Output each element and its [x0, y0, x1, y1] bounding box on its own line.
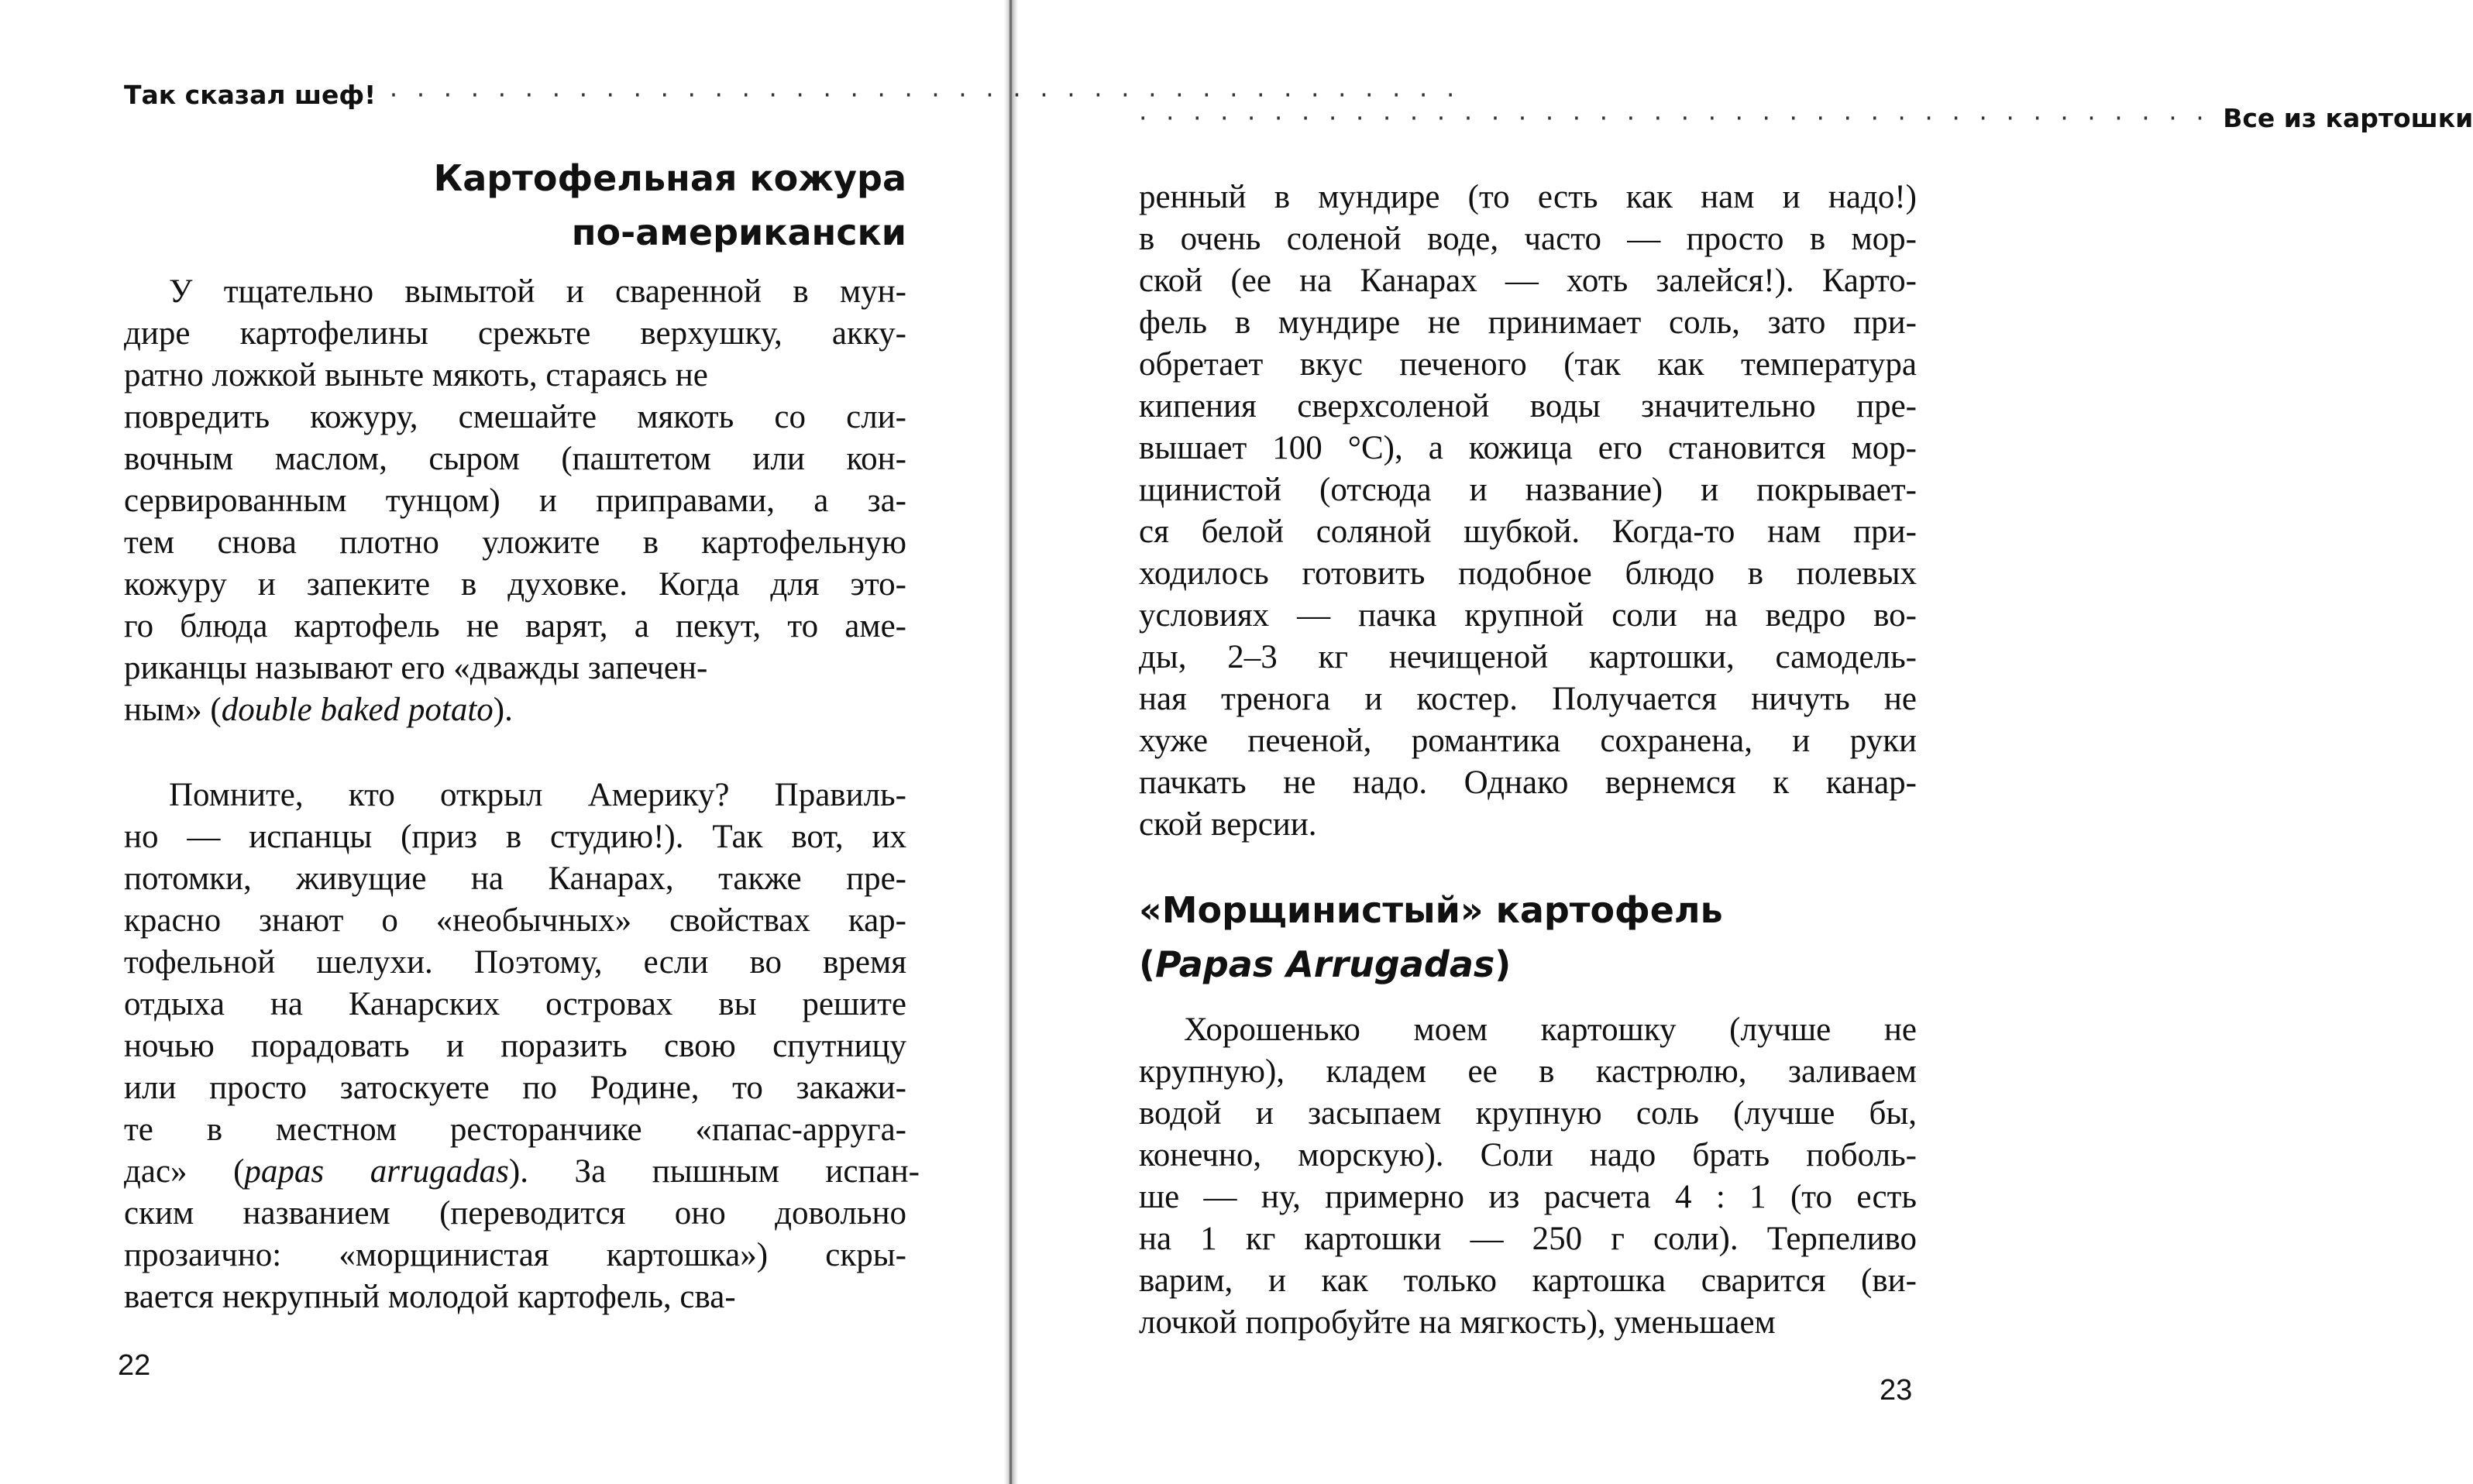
text-line: го блюда картофель не варят, а пекут, то аме- — [124, 608, 906, 644]
text-fragment: дас» ( — [124, 1153, 245, 1190]
italic-term: double baked potato — [221, 692, 494, 728]
running-head-leader-dots: · · · · · · · · · · · · · · · · · · · · · · · · · · · · · · · · · · · · · · · · — [1139, 103, 2224, 133]
text-line: щинистой (отсюда и название) и покрывает- — [1139, 472, 1917, 508]
text-line-mixed — [124, 1151, 920, 1193]
text-line: но — испанцы (приз в студию!). Так вот, их — [124, 819, 906, 855]
right-page — [1015, 0, 2473, 1484]
text-line: вается некрупный молодой картофель, сва- — [124, 1279, 736, 1315]
text-line: ским названием (переводится оно довольно — [124, 1195, 906, 1232]
text-line: дире картофелины срежьте верхушку, акку- — [124, 315, 906, 352]
right-recipe-heading — [1139, 883, 1921, 991]
left-heading-line-2: по-американски — [571, 211, 906, 253]
text-line: Помните, кто открыл Америку? Правиль- — [169, 777, 906, 813]
text-line: У тщательно вымытой и сваренной в мун- — [169, 273, 906, 310]
text-line: кожуру и запеките в духовке. Когда для это- — [124, 566, 906, 603]
text-line: на 1 кг картошки — 250 г соли). Терпеливо — [1139, 1221, 1917, 1257]
right-heading-open-paren: ( — [1139, 943, 1156, 985]
text-line: риканцы называют его «дважды запечен- — [124, 650, 708, 686]
text-line: тофельной шелухи. Поэтому, если во время — [124, 944, 906, 981]
text-line: или просто затоскуете по Родине, то закажи- — [124, 1070, 906, 1106]
text-line: крупную), кладем ее в кастрюлю, заливаем — [1139, 1053, 1917, 1090]
text-line: прозаично: «морщинистая картошка») скры- — [124, 1237, 906, 1273]
text-line: пачкать не надо. Однако вернемся к канар- — [1139, 764, 1917, 801]
left-paragraph-1 — [124, 271, 906, 731]
text-line: Хорошенько моем картошку (лучше не — [1184, 1012, 1917, 1048]
right-running-head-title: Все из картошки — [2223, 103, 2473, 133]
text-line: ше — ну, примерно из расчета 4 : 1 (то есть — [1139, 1179, 1917, 1215]
right-paragraph-1 — [1139, 177, 1917, 846]
text-line: хуже печеной, романтика сохранена, и руки — [1139, 723, 1917, 759]
text-line: водой и засыпаем крупную соль (лучше бы, — [1139, 1095, 1917, 1132]
left-page-number: 22 — [118, 1349, 151, 1382]
text-line: фель в мундире не принимает соль, зато при- — [1139, 304, 1917, 341]
left-running-head — [124, 76, 1460, 115]
right-running-head — [1139, 99, 2473, 138]
left-heading-line-1: Картофельная кожура — [433, 157, 906, 199]
right-heading-italic-subtitle: Papas Arrugadas — [1155, 943, 1495, 985]
text-line: кипения сверхсоленой воды значительно пре- — [1139, 388, 1917, 424]
text-line: ся белой соляной шубкой. Когда-то нам при- — [1139, 514, 1917, 550]
text-line: ратно ложкой выньте мякоть, стараясь не — [124, 357, 708, 393]
left-paragraph-2 — [124, 775, 920, 1318]
text-line: отдыха на Канарских островах вы решите — [124, 986, 906, 1022]
running-head-leader-dots: · · · · · · · · · · · · · · · · · · · · · · · · · · · · · · · · · · · · · · · · — [376, 80, 1460, 110]
text-line: сервированным тунцом) и приправами, а за- — [124, 483, 906, 519]
text-fragment: ). За пышным испан- — [508, 1153, 920, 1190]
left-running-head-title: Так сказал шеф! — [124, 80, 377, 110]
right-heading-line-1: «Морщинистый» картофель — [1139, 889, 1723, 931]
text-line: ходилось готовить подобное блюдо в полевых — [1139, 555, 1917, 592]
right-paragraph-2 — [1139, 1009, 1917, 1344]
text-line: вышает 100 °С), а кожица его становится мор- — [1139, 430, 1917, 466]
text-line: ды, 2–3 кг нечищеной картошки, самодель- — [1139, 639, 1917, 675]
left-recipe-heading — [124, 151, 906, 259]
text-line-last — [124, 689, 906, 731]
text-line: ная тренога и костер. Получается ничуть не — [1139, 681, 1917, 717]
text-line: ской (ее на Канарах — хоть залейся!). Карто- — [1139, 263, 1917, 299]
italic-term: papas arrugadas — [244, 1153, 509, 1190]
text-line: обретает вкус печеного (так как температура — [1139, 346, 1917, 383]
text-line: красно знают о «необычных» свойствах кар- — [124, 902, 906, 939]
text-line: условиях — пачка крупной соли на ведро во- — [1139, 597, 1917, 634]
text-line: повредить кожуру, смешайте мякоть со сли- — [124, 399, 906, 435]
text-line: вочным маслом, сыром (паштетом или кон- — [124, 441, 906, 477]
text-line: в очень соленой воде, часто — просто в мор- — [1139, 221, 1917, 257]
text-line: ночью порадовать и поразить свою спутницу — [124, 1028, 906, 1064]
text-line: ской версии. — [1139, 806, 1317, 843]
right-heading-close-paren: ) — [1494, 943, 1512, 985]
text-line: лочкой попробуйте на мягкость), уменьшаем — [1139, 1304, 1776, 1341]
text-line: те в местном ресторанчике «папас-арруга- — [124, 1111, 906, 1148]
text-fragment: ным» ( — [124, 692, 222, 728]
text-line: варим, и как только картошка сварится (ви- — [1139, 1262, 1917, 1299]
text-line: конечно, морскую). Соли надо брать поболь- — [1139, 1137, 1917, 1173]
text-line: тем снова плотно уложите в картофельную — [124, 524, 906, 561]
text-line: потомки, живущие на Канарах, также пре- — [124, 861, 906, 897]
book-gutter-fold — [1009, 0, 1012, 1484]
text-fragment: ). — [493, 692, 513, 728]
text-line: ренный в мундире (то есть как нам и надо!) — [1139, 179, 1917, 215]
right-page-number: 23 — [1880, 1374, 1913, 1407]
